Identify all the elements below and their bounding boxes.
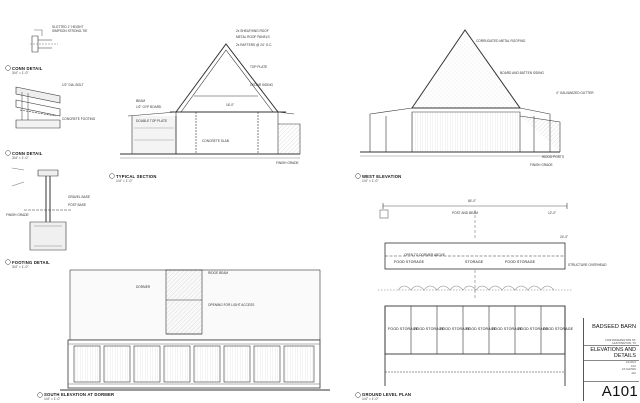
typical-section-title <box>116 174 157 184</box>
section-callout: CONCRETE SLAB <box>202 139 229 143</box>
detail-callout: 1/2" DIA. BOLT <box>62 83 84 87</box>
section-callout: DOUBLE TOP PLATE <box>136 119 168 123</box>
detail-marker <box>6 260 11 265</box>
dormer-callout: DORMER <box>136 285 151 289</box>
section-callout: METAL ROOF PANELS <box>236 35 270 39</box>
typical-section-scale: 1/4" = 1'-0" <box>116 179 133 183</box>
upper-room-label: FOOD STORAGE <box>505 260 536 264</box>
bay-label: FOOD STORAGE <box>543 327 574 331</box>
typical-section-title-text: TYPICAL SECTION <box>116 174 157 179</box>
meta-row: AS SHOWN <box>621 368 636 372</box>
detail-marker <box>356 174 361 179</box>
ground-plan-drawing <box>378 203 572 386</box>
section-callout: CEDAR SIDING <box>250 83 274 87</box>
conn-detail-2-scale: 3/4" = 1'-0" <box>12 156 29 160</box>
elevation-callout: FINISH GRADE <box>530 163 553 167</box>
dimension-text: 16'-0" <box>226 103 235 107</box>
meta-row: 1/10 <box>630 364 636 368</box>
project-name: BADSEED BARN <box>592 324 636 330</box>
dimension-text: 24'-0" <box>560 235 569 239</box>
south-elevation-title <box>44 392 114 402</box>
footing-detail-title-text: FOOTING DETAIL <box>12 260 50 265</box>
plan-callout: POST AND BEAM <box>452 211 478 215</box>
section-callout: FINISH GRADE <box>276 161 299 165</box>
dimension-text: 12'-0" <box>548 211 557 215</box>
project-address: 1709 WASHINGTON ST. HUNTINGTON, TX <box>605 338 636 346</box>
section-callout: BEAM <box>136 99 146 103</box>
detail-marker <box>110 174 115 179</box>
section-callout: 2x RAFTERS @ 24" O.C. <box>236 43 273 47</box>
section-callout: 2x SHEATHING ROOF <box>236 29 269 33</box>
upper-room-label: FOOD STORAGE <box>394 260 425 264</box>
bay-label: FOOD STORAGE <box>492 327 523 331</box>
south-elevation-scale: 1/4" = 1'-0" <box>44 397 61 401</box>
detail-callout: FINISH GRADE <box>6 213 29 217</box>
elevation-callout: 4" GALVANIZED GUTTER <box>556 91 594 95</box>
detail-marker <box>356 393 361 398</box>
west-elevation-title <box>362 174 401 184</box>
detail-callout: POST BASE <box>68 203 87 207</box>
ground-plan-scale: 1/4" = 1'-0" <box>362 397 379 401</box>
title-block-meta <box>588 361 636 375</box>
detail-callout: CONCRETE FOOTING <box>62 117 96 121</box>
section-callout: 1/2" GYP BOARD <box>136 105 162 109</box>
detail-marker <box>6 66 11 71</box>
plan-callout: STRUCTURE OVERHEAD <box>568 263 607 267</box>
footing-detail-drawing <box>12 168 72 250</box>
detail-callout: SIMPSON STRONG-TIE <box>52 29 88 33</box>
footing-detail-scale: 3/4" = 1'-0" <box>12 265 29 269</box>
elevation-callout: BOARD AND BATTEN SIDING <box>500 71 544 75</box>
title-block-divider <box>584 381 639 382</box>
south-elevation-drawing <box>60 270 330 390</box>
west-elevation-scale: 1/4" = 1'-0" <box>362 179 379 183</box>
west-elevation-drawing <box>360 30 560 156</box>
south-elevation-title-text: SOUTH ELEVATION AT DORMER <box>44 392 115 397</box>
meta-row: 1/1/2021 <box>625 361 636 364</box>
upper-room-label: STORAGE <box>465 260 484 264</box>
detail-callout: GRAVEL BASE <box>68 195 90 199</box>
bay-label: FOOD STORAGE <box>466 327 497 331</box>
meta-row: JAH <box>631 371 636 375</box>
section-callout: TOP PLATE <box>250 65 268 69</box>
sheet-title: ELEVATIONS AND DETAILS <box>590 347 636 360</box>
conn-detail-2-title <box>12 151 43 161</box>
detail-callout: SLOTTED 1" HEIGHT <box>52 25 84 29</box>
elevation-callout: WOOD POSTS <box>542 155 564 159</box>
conn-detail-1-title <box>12 66 43 76</box>
title-block <box>583 318 639 401</box>
conn-detail-1-scale: 3/4" = 1'-0" <box>12 71 29 75</box>
bay-label: FOOD STORAGE <box>388 327 419 331</box>
plan-callout: OPEN TO DORMER ABOVE <box>404 253 445 257</box>
ground-plan-title-text: GROUND LEVEL PLAN <box>362 392 412 397</box>
detail-marker <box>38 393 43 398</box>
conn-detail-2-drawing <box>16 87 60 128</box>
west-elevation-title-text: WEST ELEVATION <box>362 174 402 179</box>
title-block-divider <box>584 345 639 346</box>
dimension-text: 84'-0" <box>468 199 477 203</box>
conn-detail-2-title-text: CONN DETAIL <box>12 151 43 156</box>
detail-marker <box>6 151 11 156</box>
dormer-callout: OPENING FOR LIGHT ACCESS <box>208 303 255 307</box>
dormer-callout: RIDGE BEAM <box>208 271 229 275</box>
sheet-number: A101 <box>601 383 638 400</box>
elevation-callout: CORRUGATED METAL ROOFING <box>476 39 526 43</box>
bay-label: FOOD STORAGE <box>440 327 471 331</box>
footing-detail-title <box>12 260 50 270</box>
bay-label: FOOD STORAGE <box>414 327 445 331</box>
conn-detail-1-title-text: CONN DETAIL <box>12 66 43 71</box>
bay-label: FOOD STORAGE <box>518 327 549 331</box>
ground-plan-title <box>362 392 411 402</box>
